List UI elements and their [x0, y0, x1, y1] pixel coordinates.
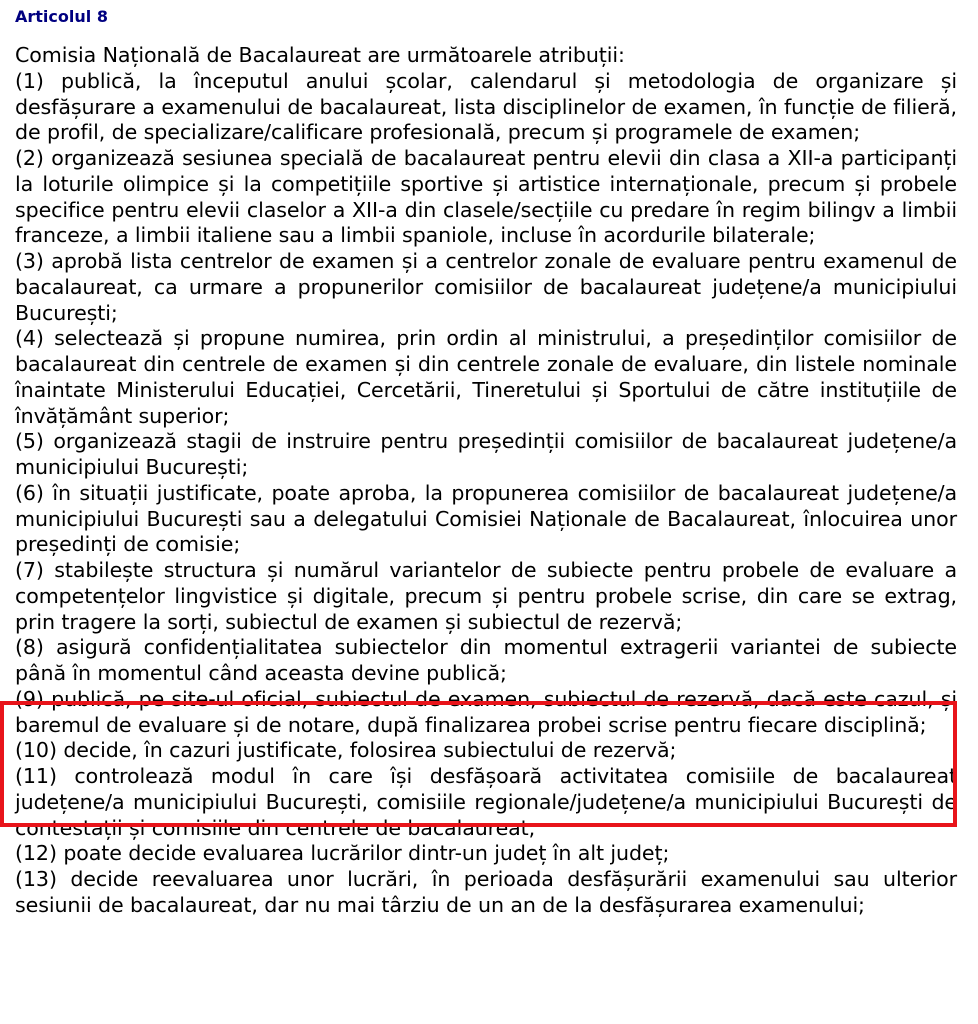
- paragraph-11: (11) controlează modul în care își desfășoară activitatea comisiile de bacalaureat județene/a municipiului București, comisiile regionale/județene/a municipiului București de contestații și comisiile din centrele de bacalaureat;: [15, 764, 957, 840]
- paragraph-6: (6) în situații justificate, poate aproba, la propunerea comisiilor de bacalaureat județene/a municipiului București sau a delegatului Comisiei Naționale de Bacalaureat, înlocuirea unor președinți de comisie;: [15, 480, 957, 557]
- paragraph-13: (13) decide reevaluarea unor lucrări, în perioada desfășurării examenului sau ulterior sesiunii de bacalaureat, dar nu mai târziu de un an de la desfășurarea examenului;: [15, 867, 957, 917]
- paragraph-4: (4) selectează și propune numirea, prin ordin al ministrului, a președinților comisiilor de bacalaureat din centrele de examen și din centrele zonale de evaluare, din listele nominale înaintate Ministerului Educației, Cercetării, Tineretului și Sportului de către instituțiile de învățământ superior;: [15, 326, 957, 428]
- paragraph-2: (2) organizează sesiunea specială de bacalaureat pentru elevii din clasa a XII-a participanți la loturile olimpice și la competițiile sportive și artistice internaționale, precum și probele specifice pentru elevii claselor a XII-a din clasele/secțiile cu predare în regim bilingv a limbii franceze, a limbii italiene sau a limbii spaniole, incluse în acordurile bilaterale;: [15, 146, 957, 248]
- paragraph-7: (7) stabilește structura și numărul variantelor de subiecte pentru probele de evaluare a competențelor lingvistice și digitale, precum și pentru probele scrise, din care se extrag, prin tragere la sorți, subiectul de examen și subiectul de rezervă;: [15, 558, 957, 634]
- paragraph-9: (9) publică, pe site-ul oficial, subiectul de examen, subiectul de rezervă, dacă este cazul, și baremul de evaluare și de notare, după finalizarea probei scrise pentru fiecare disciplină;: [15, 686, 957, 737]
- paragraph-3: (3) aprobă lista centrelor de examen și a centrelor zonale de evaluare pentru examenul de bacalaureat, ca urmare a propunerilor comisiilor de bacalaureat județene/a municipiului București;: [15, 249, 957, 325]
- article-body: [15, 43, 957, 919]
- article-title: Articolul 8: [15, 7, 108, 26]
- paragraph-8: (8) asigură confidențialitatea subiectelor din momentul extragerii variantei de subiecte până în momentul când aceasta devine publică;: [15, 635, 957, 685]
- paragraph-5: (5) organizează stagii de instruire pentru președinții comisiilor de bacalaureat județene/a municipiului București;: [15, 429, 957, 479]
- intro-paragraph: Comisia Națională de Bacalaureat are următoarele atribuții:: [15, 43, 625, 67]
- paragraph-10: (10) decide, în cazuri justificate, folosirea subiectului de rezervă;: [15, 738, 677, 763]
- paragraph-1: (1) publică, la începutul anului școlar, calendarul și metodologia de organizare și desfășurare a examenului de bacalaureat, lista disciplinelor de examen, în funcție de filieră, de profil, de specializare/calificare profesională, precum și programele de examen;: [15, 68, 957, 145]
- paragraph-12: (12) poate decide evaluarea lucrărilor dintr-un județ în alt județ;: [15, 841, 670, 866]
